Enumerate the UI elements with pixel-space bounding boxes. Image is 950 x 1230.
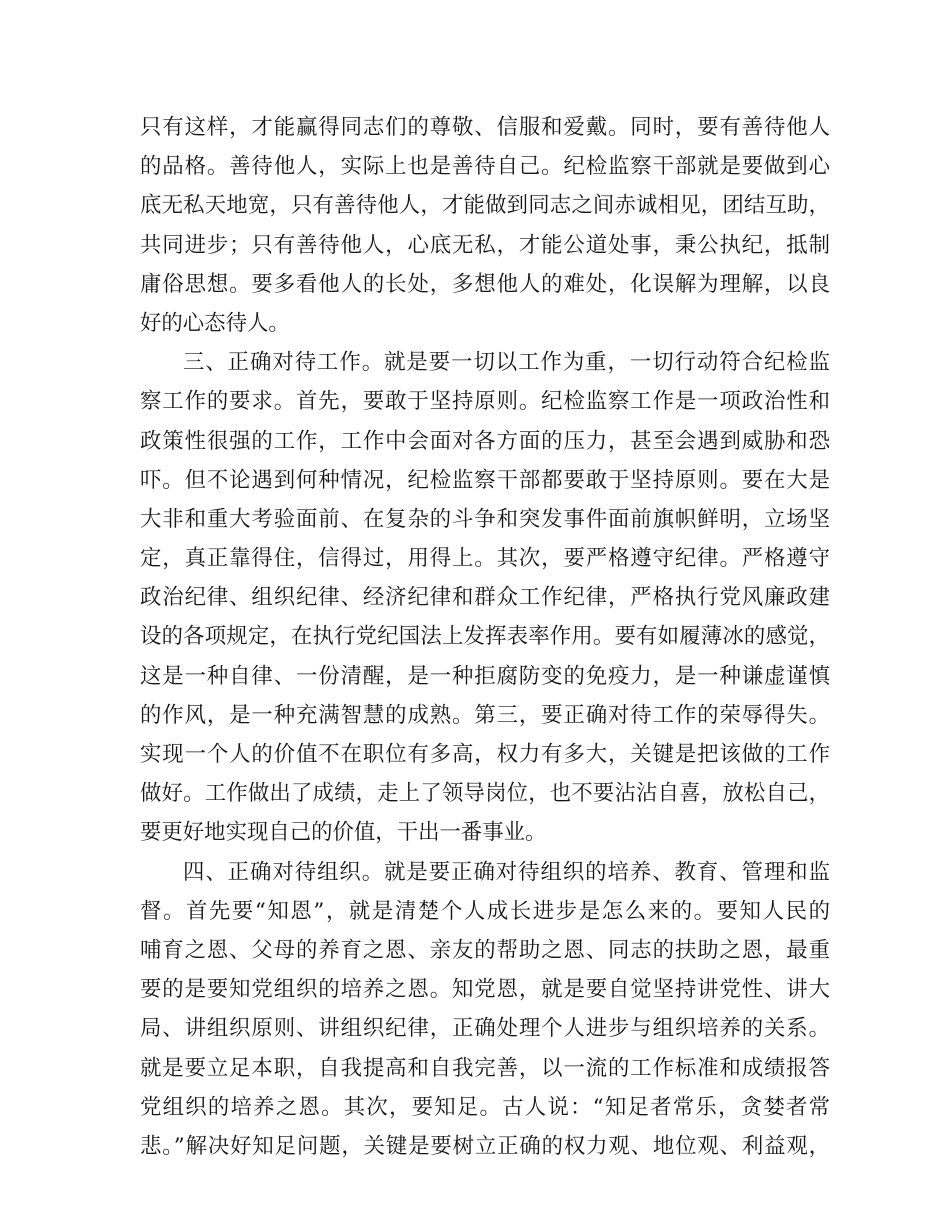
- text-line: 大非和重大考验面前、在复杂的斗争和突发事件面前旗帜鲜明，立场坚: [140, 506, 830, 532]
- text-line: 政治纪律、组织纪律、经济纪律和群众工作纪律，严格执行党风廉政建: [140, 585, 830, 611]
- text-line: 局、讲组织原则、讲组织纪律，正确处理个人进步与组织培养的关系。: [140, 1016, 830, 1042]
- paragraph-start-line: 四、正确对待组织。就是要正确对待组织的培养、教育、管理和监: [183, 859, 830, 885]
- text-line: 定，真正靠得住，信得过，用得上。其次，要严格遵守纪律。严格遵守: [140, 546, 830, 572]
- text-line: 好的心态待人。: [140, 310, 290, 336]
- text-line: 设的各项规定，在执行党纪国法上发挥表率作用。要有如履薄冰的感觉，: [140, 624, 830, 650]
- text-line: 党组织的培养之恩。其次，要知足。古人说：“知足者常乐，贪婪者常: [140, 1094, 830, 1120]
- body-text: [140, 108, 830, 1166]
- text-line: 督。首先要“知恩”，就是清楚个人成长进步是怎么来的。要知人民的: [140, 898, 830, 924]
- text-line: 政策性很强的工作，工作中会面对各方面的压力，甚至会遇到威胁和恐: [140, 428, 830, 454]
- text-line: 就是要立足本职，自我提高和自我完善，以一流的工作标准和成绩报答: [140, 1055, 830, 1081]
- text-line: 实现一个人的价值不在职位有多高，权力有多大，关键是把该做的工作: [140, 742, 830, 767]
- text-line: 的作风，是一种充满智慧的成熟。第三，要正确对待工作的荣辱得失。: [140, 702, 830, 728]
- text-line: 察工作的要求。首先，要敢于坚持原则。纪检监察工作是一项政治性和: [140, 389, 830, 415]
- text-line: 吓。但不论遇到何种情况，纪检监察干部都要敢于坚持原则。要在大是: [140, 467, 830, 493]
- text-line: 要更好地实现自己的价值，干出一番事业。: [140, 820, 547, 846]
- text-line: 做好。工作做出了成绩，走上了领导岗位，也不要沾沾自喜，放松自己，: [140, 781, 830, 807]
- text-line: 共同进步；只有善待他人，心底无私，才能公道处事，秉公执纪，抵制: [140, 232, 830, 258]
- text-line: 庸俗思想。要多看他人的长处，多想他人的难处，化误解为理解，以良: [140, 271, 830, 297]
- text-line: 要的是要知党组织的培养之恩。知党恩，就是要自觉坚持讲党性、讲大: [140, 977, 830, 1003]
- text-line: 的品格。善待他人，实际上也是善待自己。纪检监察干部就是要做到心: [140, 154, 830, 180]
- text-line: 只有这样，才能赢得同志们的尊敬、信服和爱戴。同时，要有善待他人: [140, 115, 830, 140]
- paragraph-start-line: 三、正确对待工作。就是要一切以工作为重，一切行动符合纪检监: [183, 350, 830, 376]
- text-line: 底无私天地宽，只有善待他人，才能做到同志之间赤诚相见，团结互助，: [140, 193, 830, 219]
- text-line: 这是一种自律、一份清醒，是一种拒腐防变的免疫力，是一种谦虚谨慎: [140, 663, 830, 689]
- text-line: 哺育之恩、父母的养育之恩、亲友的帮助之恩、同志的扶助之恩，最重: [140, 937, 830, 963]
- text-line: 悲。”解决好知足问题，关键是要树立正确的权力观、地位观、利益观，: [140, 1133, 830, 1159]
